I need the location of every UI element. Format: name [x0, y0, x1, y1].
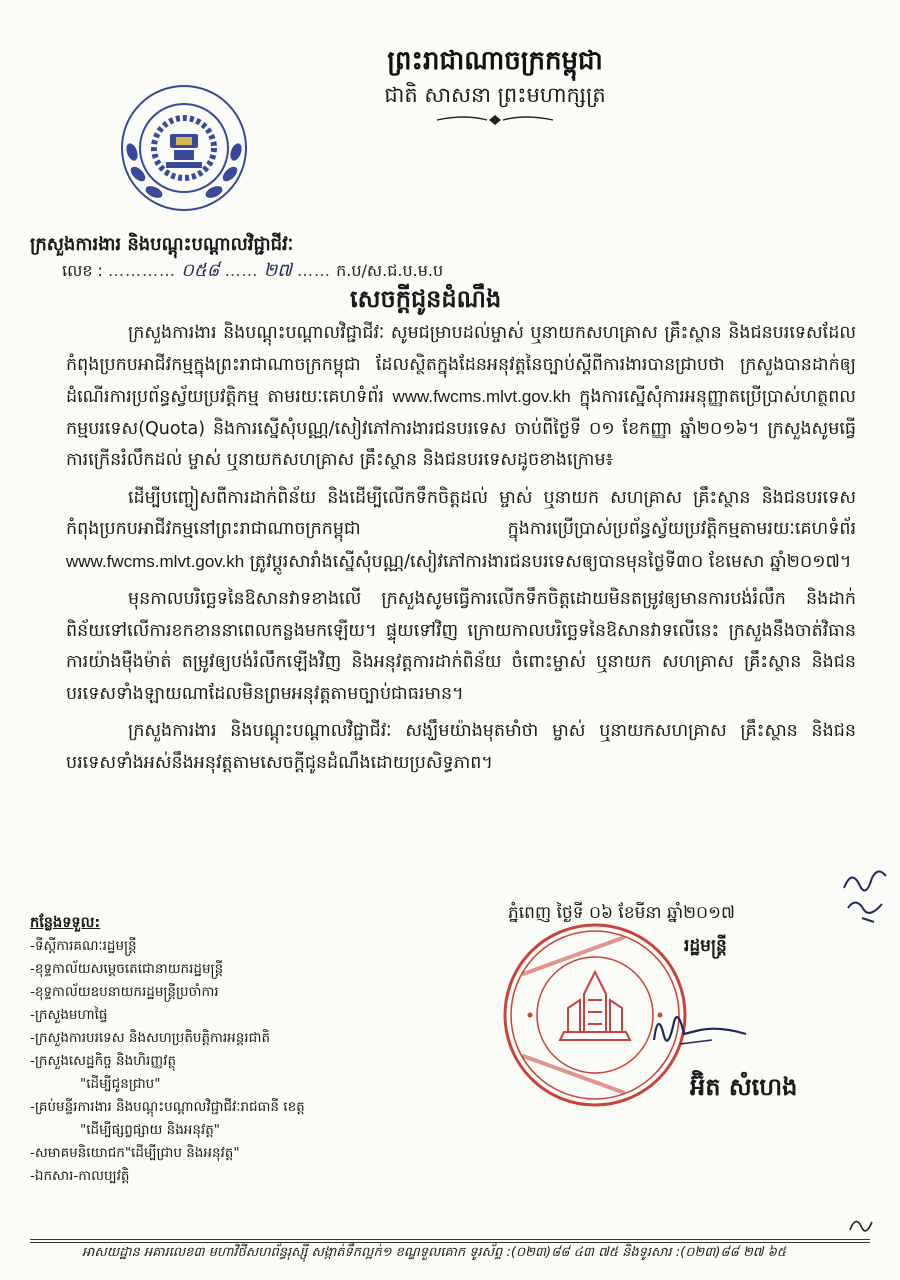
recipients-title: កន្លែងទទួល: — [30, 915, 101, 931]
recipient-item: -ក្រសួងការបរទេស និងសហប្រតិបត្តិការអន្តរជាតិ — [30, 1030, 271, 1046]
reference-number: ០៥៨ — [181, 260, 220, 281]
paragraph-4: ក្រសួងការងារ និងបណ្តុះបណ្តាលវិជ្ជាជីវៈ សង្ឃឹមយ៉ាងមុតមាំថា ម្ចាស់ ឬនាយកសហគ្រាស គ្រឹះស្ថាន និងជនបរទេសទាំងអស់នឹងអនុវត្តតាមសេចក្តីជូនដំណឹងដោយប្រសិទ្ធភាព។ — [66, 721, 856, 773]
recipient-item: -គ្រប់មន្ទីរការងារ និងបណ្តុះបណ្តាលវិជ្ជាជីវៈរាជធានី ខេត្ត — [30, 1099, 305, 1115]
recipient-item: -ទីស្តីការគណៈរដ្ឋមន្ត្រី — [30, 938, 137, 954]
recipient-item: -សមាគមនិយោជក"ដើម្បីជ្រាប និងអនុវត្ត" — [30, 1145, 240, 1161]
reference-number-sub: ២៧ — [263, 260, 292, 281]
reference-dots: ………… — [108, 261, 177, 280]
header-ornament — [330, 112, 660, 131]
document-title: សេចក្តីជូនដំណឹង — [350, 285, 502, 313]
paragraph-3: មុនកាលបរិច្ឆេទនៃឱសានវាទខាងលើ ក្រសួងសូមធ្វើការលើកទឹកចិត្តដោយមិនតម្រូវឲ្យមានការបង់រំលឹក និងដាក់ពិន័យទៅលើការខកខាននាពេលកន្លងមកឡើយ។ ផ្ទុយទៅវិញ ក្រោយកាលបរិច្ឆេទនៃឱសានវាទលើនេះ ក្រសួងនឹងចាត់វិធានការយ៉ាងម៉ឺងម៉ាត់ តម្រូវឲ្យបង់រំលឹកឡើងវិញ និងអនុវត្តការដាក់ពិន័យ ចំពោះម្ចាស់ ឬនាយក សហគ្រាស គ្រឹះស្ថាន និងជនបរទេសទាំងឡាយណាដែលមិនព្រមអនុវត្តតាមច្បាប់ជាធរមាន។ — [66, 589, 856, 704]
date-line: ភ្នំពេញ ថ្ងៃទី ០៦ ខែមីនា ឆ្នាំ២០១៧ — [508, 903, 735, 923]
kingdom-title: ព្រះរាជាណាចក្រកម្ពុជា — [387, 46, 603, 76]
paragraph-1: ក្រសួងការងារ និងបណ្តុះបណ្តាលវិជ្ជាជីវៈ សូមជម្រាបដល់ម្ចាស់ ឬនាយកសហគ្រាស គ្រឹះស្ថាន និងជនបរទេសដែលកំពុងប្រកបអាជីវកម្មក្នុងព្រះរាជាណាចក្រកម្ពុជា ដែលស្ថិតក្នុងដែនអនុវត្តនៃច្បាប់ស្តីពីការងារបានជ្រាបថា ក្រសួងបានដាក់ឲ្យដំណើរការប្រព័ន្ធស្វ័យប្រវត្តិកម្ម តាមរយៈគេហទំព័រ www.fwcms.mlvt.gov.kh ក្នុងការស្នើសុំការអនុញ្ញាតប្រើប្រាស់ហត្ថពលកម្មបរទេស(Quota) និងការស្នើសុំបណ្ណ/សៀវភៅការងារជនបរទេស ចាប់ពីថ្ងៃទី ០១ ខែកញ្ញា ឆ្នាំ២០១៦។ ក្រសួងសូមធ្វើការក្រើនរំលឹកដល់ ម្ចាស់ ឬនាយកសហគ្រាស គ្រឹះស្ថាន និងជនបរទេសដូចខាងក្រោម៖ — [66, 323, 856, 470]
reference-label: លេខ : — [62, 261, 103, 280]
website-link[interactable]: www.fwcms.mlvt.gov.kh — [66, 551, 245, 571]
reference-suffix: ក.ប/ស.ជ.ប.ម.ប — [336, 261, 444, 280]
recipient-item: -ខុទ្ទកាល័យសម្តេចតេជោនាយករដ្ឋមន្ត្រី — [30, 961, 224, 977]
recipient-item: -ខុទ្ទកាល័យឧបនាយករដ្ឋមន្ត្រីប្រចាំការ — [30, 984, 219, 1000]
website-link[interactable]: www.fwcms.mlvt.gov.kh — [392, 387, 571, 406]
ministry-logo — [118, 82, 250, 214]
recipients-list — [30, 912, 450, 1188]
kingdom-header — [330, 44, 660, 131]
recipient-item: -ឯកសារ-កាលប្បវត្តិ — [30, 1168, 130, 1184]
paragraph-2: ដើម្បីបញ្ចៀសពីការដាក់ពិន័យ និងដើម្បីលើកទឹកចិត្តដល់ ម្ចាស់ ឬនាយក សហគ្រាស គ្រឹះស្ថាន និងជនបរទេសកំពុងប្រកបអាជីវកម្មនៅព្រះរាជាណាចក្រកម្ពុជា ក្នុងការប្រើប្រាស់ប្រព័ន្ធស្វ័យប្រវត្តិកម្មតាមរយៈគេហទំព័រ www.fwcms.mlvt.gov.kh ត្រូវប្តូរសារាំងស្នើសុំបណ្ណ/សៀវភៅការងារជនបរទេសឲ្យបានមុនថ្ងៃទី៣០ ខែមេសា ឆ្នាំ២០១៧។ — [66, 487, 856, 572]
minister-name: អ៊ិត សំហេង — [690, 1073, 798, 1101]
recipient-item: -ក្រសួងមហាផ្ទៃ — [30, 1007, 108, 1023]
footer-rule — [30, 1239, 870, 1243]
reference-number-line: លេខ : ………… ០៥៨ …… ២៧ …… ក.ប/ស.ជ.ប.ម.ប — [62, 260, 444, 281]
recipient-note: "ដើម្បីផ្សព្វផ្សាយ និងអនុវត្ត" — [80, 1122, 220, 1138]
margin-initials — [838, 858, 892, 928]
notice-body — [66, 318, 856, 785]
minister-title: រដ្ឋមន្ត្រី — [684, 936, 727, 956]
national-motto: ជាតិ សាសនា ព្រះមហាក្សត្រ — [384, 83, 606, 107]
ministry-name: ក្រសួងការងារ និងបណ្តុះបណ្តាលវិជ្ជាជីវៈ — [30, 234, 294, 255]
recipient-note: "ដើម្បីជូនជ្រាប" — [80, 1076, 161, 1092]
page-mark — [846, 1210, 876, 1240]
recipient-item: -ក្រសួងសេដ្ឋកិច្ច និងហិរញ្ញវត្ថុ — [30, 1053, 177, 1069]
minister-signature — [640, 1000, 760, 1060]
footer-address: អាសយដ្ឋាន អគារលេខ៣ មហាវិថីសហព័ន្ធរុស្ស៊ី សង្កាត់ទឹកល្អក់១ ខណ្ឌទួលគោក ទូរស័ព្ទ :(០២៣)៨៨ ៤៣ ៧៥ និងទូរសារ :(០២៣)៨៨ ២៧ ៦៥ — [82, 1245, 787, 1260]
